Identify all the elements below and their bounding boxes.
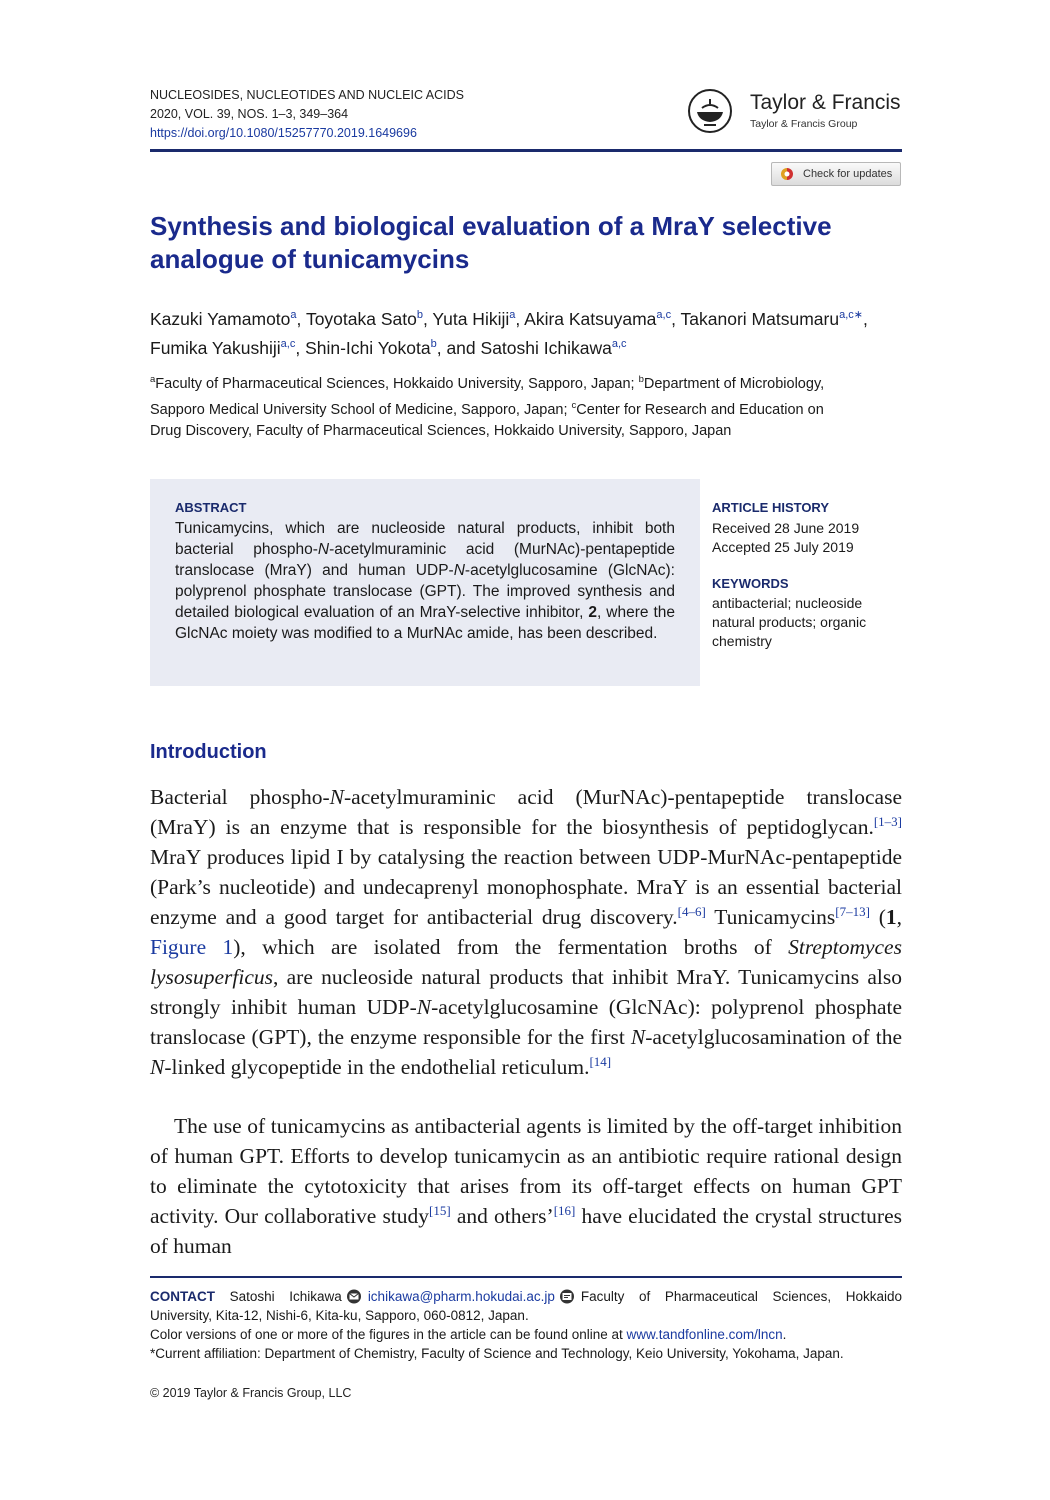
- citation-link[interactable]: [14]: [589, 1053, 612, 1069]
- citation-link[interactable]: [4–6]: [677, 903, 706, 919]
- intro-paragraph-2: The use of tunicamycins as antibacterial agents is limited by the off-target inhibition of human GPT. Efforts to develop tunicamycin as an antibiotic require rational design to eliminate the cytotoxicity that arises from its off-target effects on human GPT activity. Our collaborative study[15] and others’[16] have elucidated the crystal structures of human: [150, 1114, 902, 1258]
- author: Satoshi Ichikawa$^{a,c}$: [480, 337, 627, 358]
- volume-line: 2020, VOL. 39, NOS. 1–3, 349–364: [150, 107, 349, 121]
- copyright: © 2019 Taylor & Francis Group, LLC: [150, 1386, 352, 1400]
- email-link[interactable]: ichikawa@pharm.hokudai.ac.jp: [367, 1289, 555, 1304]
- history-heading: ARTICLE HISTORY: [712, 500, 830, 515]
- author: Fumika Yakushiji$^{a,c}$,: [150, 337, 306, 358]
- affiliations: $^a$Faculty of Pharmaceutical Sciences, Hokkaido University, Sapporo, Japan; $^b$Department of Microbiology, Sapporo Medical University School of Medicine, Sapporo, Japan; $^c$Center for Research and Education on Drug Discovery, Faculty of Pharmaceutical Sciences, Hokkaido University, Sapporo, Japan: [150, 374, 825, 439]
- author: Akira Katsuyama$^{a,c}$,: [524, 308, 681, 329]
- contact-info: [150, 1287, 902, 1325]
- contact-label: CONTACT: [150, 1289, 215, 1304]
- figure-link[interactable]: Figure 1: [150, 935, 234, 959]
- check-updates-icon: [780, 167, 794, 181]
- intro-paragraph-1: Bacterial phospho-N-acetylmuraminic acid (MurNAc)-pentapeptide translocase (MraY) is an enzyme that is responsible for the biosynthesis of peptidoglycan.[1–3] MraY produces lipid I by catalysing the reaction between UDP-MurNAc-pentapeptide (Park’s nucleotide) and undecaprenyl monophosphate. MraY is an essential bacterial enzyme and a good target for antibacterial drug discovery.[4–6] Tunicamycins[7–13] (1, Figure 1), which are isolated from the fermentation broths of Streptomyces lysosuperficus, are nucleoside natural products that inhibit MraY. Tunicamycins also strongly inhibit human UDP-N-acetylglucosamine (GlcNAc): polyprenol phosphate translocase (GPT), the enzyme responsible for the first N-acetylglucosamination of the N-linked glycopeptide in the endothelial reticulum.[14]: [150, 785, 902, 1079]
- citation-link[interactable]: [16]: [553, 1202, 576, 1218]
- author: Kazuki Yamamoto$^a$,: [150, 308, 306, 329]
- section-heading-introduction: Introduction: [150, 741, 267, 763]
- article-title: Synthesis and biological evaluation of a MraY selective analogue of tunicamycins: [150, 211, 832, 274]
- teapot-lamp-icon: [688, 89, 732, 133]
- author: Yuta Hikiji$^a$,: [432, 308, 525, 329]
- keywords-text: antibacterial; nucleoside natural products; organic chemistry: [712, 595, 867, 649]
- current-affiliation-note: *Current affiliation: Department of Chemistry, Faculty of Science and Technology, Keio University, Yokohama, Japan.: [150, 1346, 844, 1361]
- header-rule: [150, 149, 902, 152]
- author: Toyotaka Sato$^b$,: [305, 308, 433, 329]
- keywords-heading: KEYWORDS: [712, 576, 789, 591]
- author: Shin-Ichi Yokota$^b$, and: [305, 337, 481, 358]
- footer-rule: [150, 1276, 902, 1278]
- contact-address: Faculty of Pharmaceutical Sciences, Hokkaido University, Kita-12, Nishi-6, Kita-ku, Sapporo, 060-0812, Japan.: [150, 1289, 902, 1323]
- journal-info: [150, 86, 464, 143]
- contact-name: Satoshi Ichikawa: [229, 1289, 342, 1304]
- tandfonline-link[interactable]: www.tandfonline.com/lncn: [626, 1327, 783, 1342]
- abstract-heading: ABSTRACT: [175, 500, 247, 515]
- abstract-text: Tunicamycins, which are nucleoside natural products, inhibit both bacterial phospho-N-acetylmuraminic acid (MurNAc)-pentapeptide translocase (MraY) and human UDP-N-acetylglucosamine (GlcNAc): polyprenol phosphate translocase (GPT). The improved synthesis and detailed biological evaluation of an MraY-selective inhibitor, 2, where the GlcNAc moiety was modified to a MurNAc amide, has been described.: [175, 520, 675, 642]
- received-date: Received 28 June 2019: [712, 520, 860, 536]
- citation-link[interactable]: [1–3]: [873, 813, 902, 829]
- address-icon: [559, 1289, 577, 1304]
- doi-link[interactable]: https://doi.org/10.1080/15257770.2019.1649696: [150, 126, 417, 140]
- check-updates-label: Check for updates: [803, 168, 893, 180]
- email-icon: [346, 1289, 364, 1304]
- publisher-group: Taylor & Francis Group: [750, 118, 858, 130]
- accepted-date: Accepted 25 July 2019: [712, 539, 854, 555]
- citation-link[interactable]: [15]: [429, 1202, 451, 1218]
- publisher-logo[interactable]: [688, 87, 903, 139]
- journal-name: NUCLEOSIDES, NUCLEOTIDES AND NUCLEIC ACIDS: [150, 88, 464, 102]
- color-note: Color versions of one or more of the figures in the article can be found online at www.tandfonline.com/lncn.: [150, 1327, 787, 1342]
- check-updates-button[interactable]: [771, 162, 901, 186]
- author: Takanori Matsumaru$^{a,c∗}$,: [680, 308, 868, 329]
- author-list: [150, 303, 910, 361]
- publisher-name: Taylor & Francis: [750, 91, 901, 114]
- citation-link[interactable]: [7–13]: [835, 903, 870, 919]
